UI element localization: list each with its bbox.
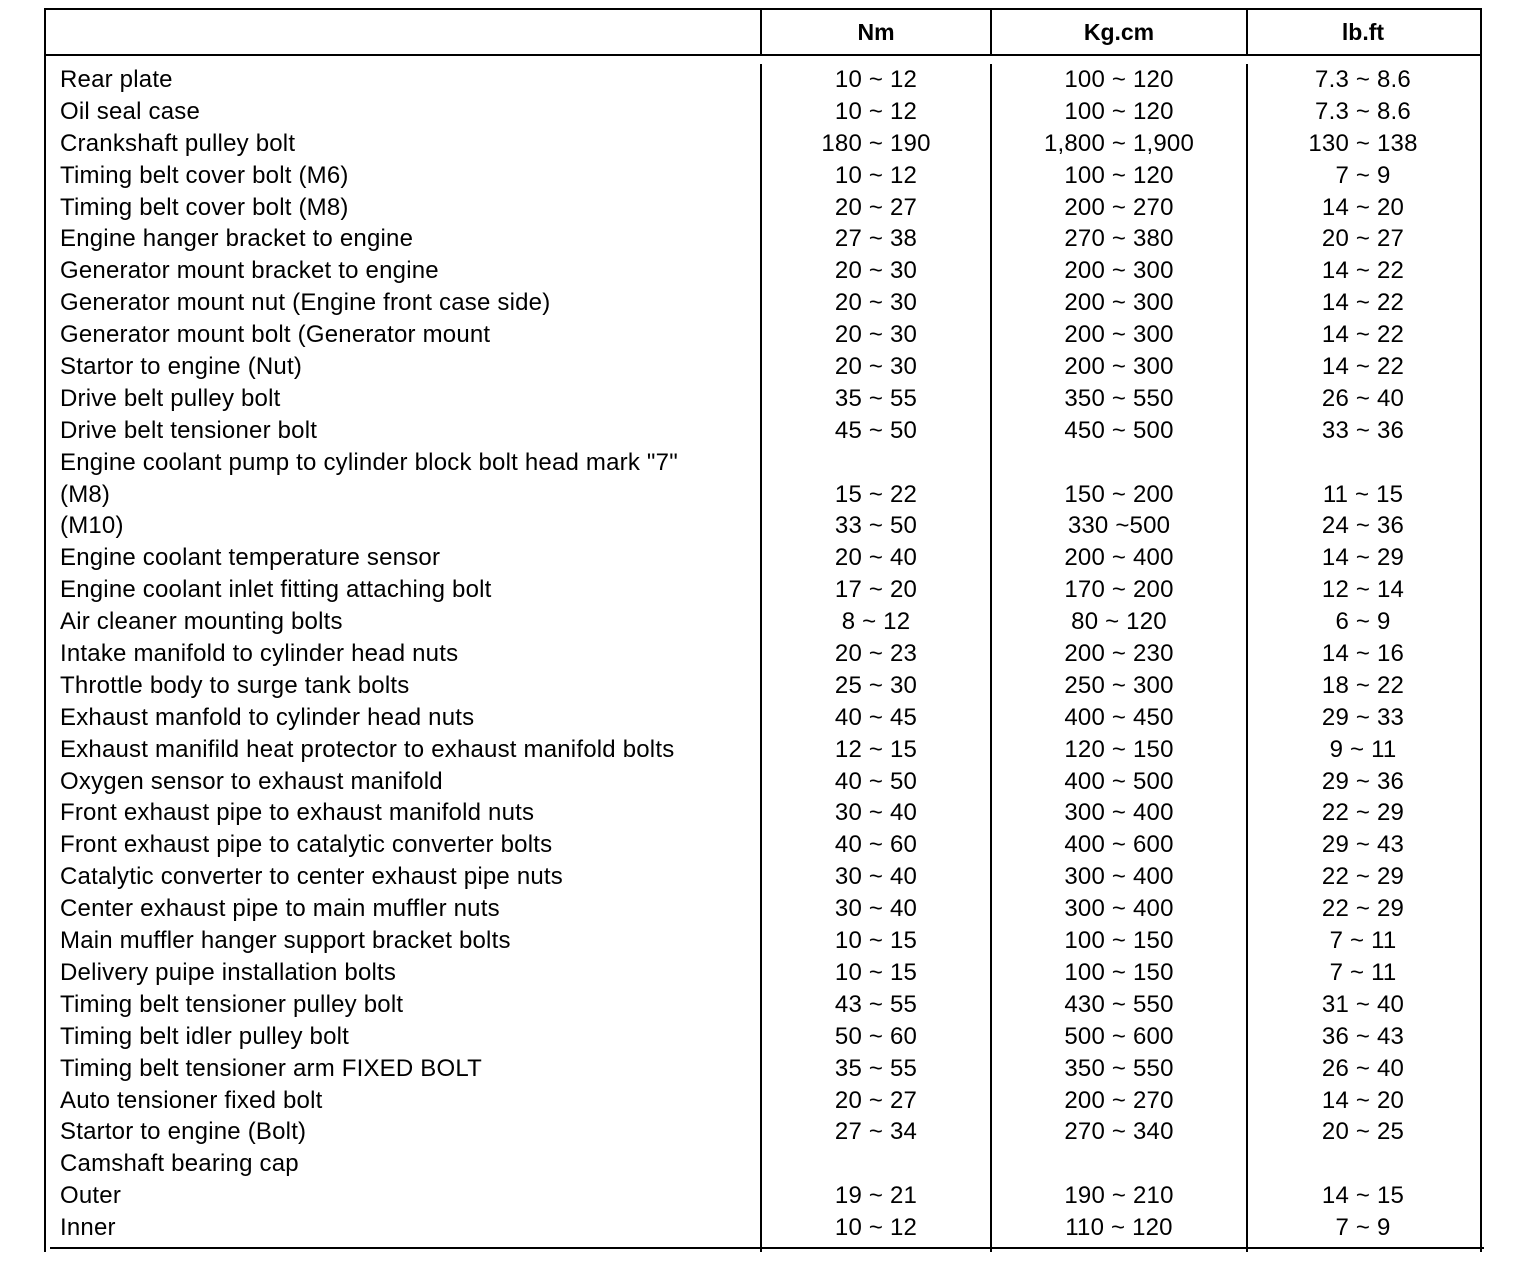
row-kgcm-value: 200 ~ 300 (1064, 289, 1174, 317)
row-nm-value: 30 ~ 40 (834, 799, 918, 827)
row-description: Center exhaust pipe to main muffler nuts (60, 895, 500, 923)
row-kgcm-value: 270 ~ 380 (1064, 225, 1174, 253)
row-lbft-value: 20 ~ 27 (1321, 225, 1405, 253)
row-description: Exhaust manfold to cylinder head nuts (60, 703, 475, 731)
row-description: Oil seal case (60, 97, 200, 125)
row-description: Oxygen sensor to exhaust manifold (60, 767, 443, 795)
row-description: Timing belt tensioner pulley bolt (60, 990, 404, 1018)
row-nm-value: 40 ~ 60 (834, 831, 918, 859)
row-lbft-value (1248, 447, 1478, 479)
row-nm-value: 35 ~ 55 (834, 384, 918, 412)
row-lbft-value: 6 ~ 9 (1335, 608, 1391, 636)
row-kgcm-value: 1,800 ~ 1,900 (1043, 129, 1195, 157)
row-nm-value: 10 ~ 12 (834, 97, 918, 125)
lbft-column (1248, 64, 1478, 1252)
row-kgcm-value: 200 ~ 300 (1064, 257, 1174, 285)
row-nm-value: 10 ~ 12 (834, 1214, 918, 1242)
row-lbft-value: 7.3 ~ 8.6 (1315, 97, 1411, 125)
row-kgcm-value: 200 ~ 270 (1064, 1086, 1174, 1114)
row-nm-value: 20 ~ 30 (834, 353, 918, 381)
row-lbft-value: 7 ~ 9 (1335, 1214, 1391, 1242)
row-lbft-value: 18 ~ 22 (1321, 671, 1405, 699)
row-description: Startor to engine (Nut) (60, 353, 303, 381)
row-lbft-value: 26 ~ 40 (1321, 384, 1405, 412)
row-lbft-value: 36 ~ 43 (1321, 1022, 1405, 1050)
row-lbft-value: 26 ~ 40 (1321, 1054, 1405, 1082)
row-kgcm-value: 100 ~ 120 (1064, 161, 1174, 189)
row-lbft-value: 9 ~ 11 (1329, 735, 1397, 763)
row-nm-value: 20 ~ 40 (834, 544, 918, 572)
row-description: Engine coolant pump to cylinder block bolt head mark "7" (60, 448, 678, 476)
row-lbft-value: 14 ~ 22 (1321, 321, 1405, 349)
row-description: Engine hanger bracket to engine (60, 225, 414, 253)
row-nm-value: 20 ~ 23 (834, 640, 918, 668)
row-lbft-value: 31 ~ 40 (1321, 990, 1405, 1018)
row-kgcm-value: 400 ~ 500 (1064, 767, 1174, 795)
row-description: Front exhaust pipe to catalytic converter bolts (60, 831, 553, 859)
row-kgcm-value: 100 ~ 120 (1064, 66, 1174, 93)
row-description: Generator mount nut (Engine front case side) (60, 289, 551, 317)
row-kgcm-value: 300 ~ 400 (1064, 799, 1174, 827)
row-nm-value: 20 ~ 27 (834, 193, 918, 221)
row-nm-value: 27 ~ 34 (834, 1118, 918, 1146)
row-nm-value: 12 ~ 15 (834, 735, 918, 763)
row-kgcm-value: 400 ~ 600 (1064, 831, 1174, 859)
row-kgcm-value: 100 ~ 150 (1064, 927, 1174, 955)
row-lbft-value: 29 ~ 43 (1321, 831, 1405, 859)
row-kgcm-value: 450 ~ 500 (1064, 416, 1174, 444)
row-nm-value: 35 ~ 55 (834, 1054, 918, 1082)
kgcm-column (992, 64, 1248, 1252)
row-nm-value: 20 ~ 30 (834, 257, 918, 285)
row-lbft-value: 14 ~ 15 (1321, 1182, 1405, 1210)
row-lbft-value (1248, 1148, 1478, 1180)
row-description: Timing belt tensioner arm FIXED BOLT (60, 1054, 482, 1082)
row-description: (M10) (60, 512, 124, 540)
row-lbft-value: 130 ~ 138 (1308, 129, 1418, 157)
header-lbft: lb.ft (1341, 18, 1385, 45)
row-nm-value: 20 ~ 30 (834, 289, 918, 317)
row-lbft-value: 11 ~ 15 (1322, 480, 1404, 508)
row-nm-value: 33 ~ 50 (834, 512, 918, 540)
row-kgcm-value: 350 ~ 550 (1064, 384, 1174, 412)
row-description: Timing belt cover bolt (M8) (60, 193, 349, 221)
row-kgcm-value: 330 ~500 (1067, 512, 1171, 540)
row-nm-value: 27 ~ 38 (834, 225, 918, 253)
row-description: Auto tensioner fixed bolt (60, 1086, 323, 1114)
row-lbft-value: 7 ~ 11 (1329, 958, 1397, 986)
row-lbft-value: 14 ~ 29 (1321, 544, 1405, 572)
table-body (46, 56, 1480, 1252)
row-kgcm-value (992, 447, 1246, 479)
row-kgcm-value: 200 ~ 300 (1064, 353, 1174, 381)
row-lbft-value: 14 ~ 20 (1321, 193, 1405, 221)
row-description: Delivery puipe installation bolts (60, 958, 397, 986)
description-column (46, 64, 762, 1252)
row-nm-value: 17 ~ 20 (834, 576, 918, 604)
row-nm-value: 8 ~ 12 (841, 608, 911, 636)
row-description: Throttle body to surge tank bolts (60, 671, 410, 699)
header-nm: Nm (762, 10, 992, 54)
row-lbft-value: 12 ~ 14 (1321, 576, 1405, 604)
row-description: Drive belt pulley bolt (60, 384, 281, 412)
row-kgcm-value (992, 1148, 1246, 1180)
table-header-row (46, 10, 1480, 56)
row-nm-value: 40 ~ 50 (834, 767, 918, 795)
row-kgcm-value: 200 ~ 300 (1064, 321, 1174, 349)
row-kgcm-value: 430 ~ 550 (1064, 990, 1174, 1018)
row-description: Startor to engine (Bolt) (60, 1118, 307, 1146)
row-kgcm-value: 100 ~ 120 (1064, 97, 1174, 125)
row-nm-value: 43 ~ 55 (834, 990, 918, 1018)
row-nm-value (762, 1148, 990, 1180)
row-nm-value: 15 ~ 22 (834, 480, 918, 508)
row-description: Timing belt idler pulley bolt (60, 1022, 350, 1050)
row-lbft-value: 22 ~ 29 (1321, 895, 1405, 923)
row-kgcm-value: 300 ~ 400 (1064, 863, 1174, 891)
row-lbft-value: 22 ~ 29 (1321, 863, 1405, 891)
row-nm-value: 10 ~ 15 (834, 927, 918, 955)
row-description: Generator mount bolt (Generator mount (60, 321, 491, 349)
row-lbft-value: 22 ~ 29 (1321, 799, 1405, 827)
row-description: Crankshaft pulley bolt (60, 129, 296, 157)
header-kgcm: Kg.cm (992, 10, 1248, 54)
row-description: Air cleaner mounting bolts (60, 608, 343, 636)
row-lbft-value: 29 ~ 36 (1321, 767, 1405, 795)
row-lbft-value: 7 ~ 11 (1329, 927, 1397, 955)
row-nm-value: 30 ~ 40 (834, 863, 918, 891)
row-lbft-value: 7.3 ~ 8.6 (1315, 66, 1411, 93)
row-lbft-value: 7 ~ 9 (1335, 161, 1391, 189)
table-bottom-border (50, 1247, 1484, 1249)
row-kgcm-value: 350 ~ 550 (1064, 1054, 1174, 1082)
row-lbft-value: 14 ~ 22 (1321, 257, 1405, 285)
header-item-column (46, 10, 762, 54)
row-nm-value: 20 ~ 27 (834, 1086, 918, 1114)
row-nm-value: 180 ~ 190 (821, 129, 931, 157)
row-lbft-value: 29 ~ 33 (1321, 703, 1405, 731)
row-kgcm-value: 200 ~ 270 (1064, 193, 1174, 221)
row-nm-value: 25 ~ 30 (834, 671, 918, 699)
row-description: Catalytic converter to center exhaust pipe nuts (60, 863, 563, 891)
row-description: Engine coolant inlet fitting attaching bolt (60, 576, 492, 604)
row-kgcm-value: 100 ~ 150 (1064, 958, 1174, 986)
row-lbft-value: 14 ~ 16 (1321, 640, 1405, 668)
row-description: Inner (60, 1214, 116, 1242)
row-kgcm-value: 300 ~ 400 (1064, 895, 1174, 923)
row-lbft-value: 14 ~ 22 (1321, 289, 1405, 317)
row-kgcm-value: 500 ~ 600 (1064, 1022, 1174, 1050)
row-nm-value (762, 447, 990, 479)
row-kgcm-value: 120 ~ 150 (1064, 735, 1174, 763)
row-description: Intake manifold to cylinder head nuts (60, 640, 459, 668)
torque-spec-table (44, 8, 1482, 1252)
row-description: Rear plate (60, 66, 173, 93)
row-description: Engine coolant temperature sensor (60, 544, 441, 572)
row-nm-value: 10 ~ 12 (834, 161, 918, 189)
row-description: Main muffler hanger support bracket bolts (60, 927, 511, 955)
row-kgcm-value: 250 ~ 300 (1064, 671, 1174, 699)
row-kgcm-value: 270 ~ 340 (1064, 1118, 1174, 1146)
row-kgcm-value: 200 ~ 400 (1064, 544, 1174, 572)
row-nm-value: 40 ~ 45 (834, 703, 918, 731)
row-nm-value: 50 ~ 60 (834, 1022, 918, 1050)
row-nm-value: 10 ~ 12 (834, 66, 918, 93)
row-lbft-value: 20 ~ 25 (1321, 1118, 1405, 1146)
row-description: Outer (60, 1182, 122, 1210)
row-description: Timing belt cover bolt (M6) (60, 161, 349, 189)
row-lbft-value: 14 ~ 22 (1321, 353, 1405, 381)
nm-column (762, 64, 992, 1252)
row-description: (M8) (60, 480, 111, 508)
row-kgcm-value: 110 ~ 120 (1065, 1214, 1173, 1242)
row-description: Exhaust manifild heat protector to exhaust manifold bolts (60, 735, 675, 763)
row-nm-value: 30 ~ 40 (834, 895, 918, 923)
row-description: Drive belt tensioner bolt (60, 416, 318, 444)
row-nm-value: 19 ~ 21 (834, 1182, 918, 1210)
row-description: Camshaft bearing cap (60, 1150, 299, 1178)
row-kgcm-value: 80 ~ 120 (1071, 608, 1167, 636)
row-kgcm-value: 200 ~ 230 (1064, 640, 1174, 668)
row-kgcm-value: 150 ~ 200 (1064, 480, 1174, 508)
row-description: Front exhaust pipe to exhaust manifold nuts (60, 799, 535, 827)
row-description: Generator mount bracket to engine (60, 257, 439, 285)
row-lbft-value: 24 ~ 36 (1321, 512, 1405, 540)
row-nm-value: 10 ~ 15 (834, 958, 918, 986)
row-nm-value: 20 ~ 30 (834, 321, 918, 349)
row-lbft-value: 33 ~ 36 (1321, 416, 1405, 444)
row-kgcm-value: 190 ~ 210 (1064, 1182, 1174, 1210)
row-kgcm-value: 170 ~ 200 (1064, 576, 1174, 604)
row-nm-value: 45 ~ 50 (834, 416, 918, 444)
row-lbft-value: 14 ~ 20 (1321, 1086, 1405, 1114)
row-kgcm-value: 400 ~ 450 (1064, 703, 1174, 731)
